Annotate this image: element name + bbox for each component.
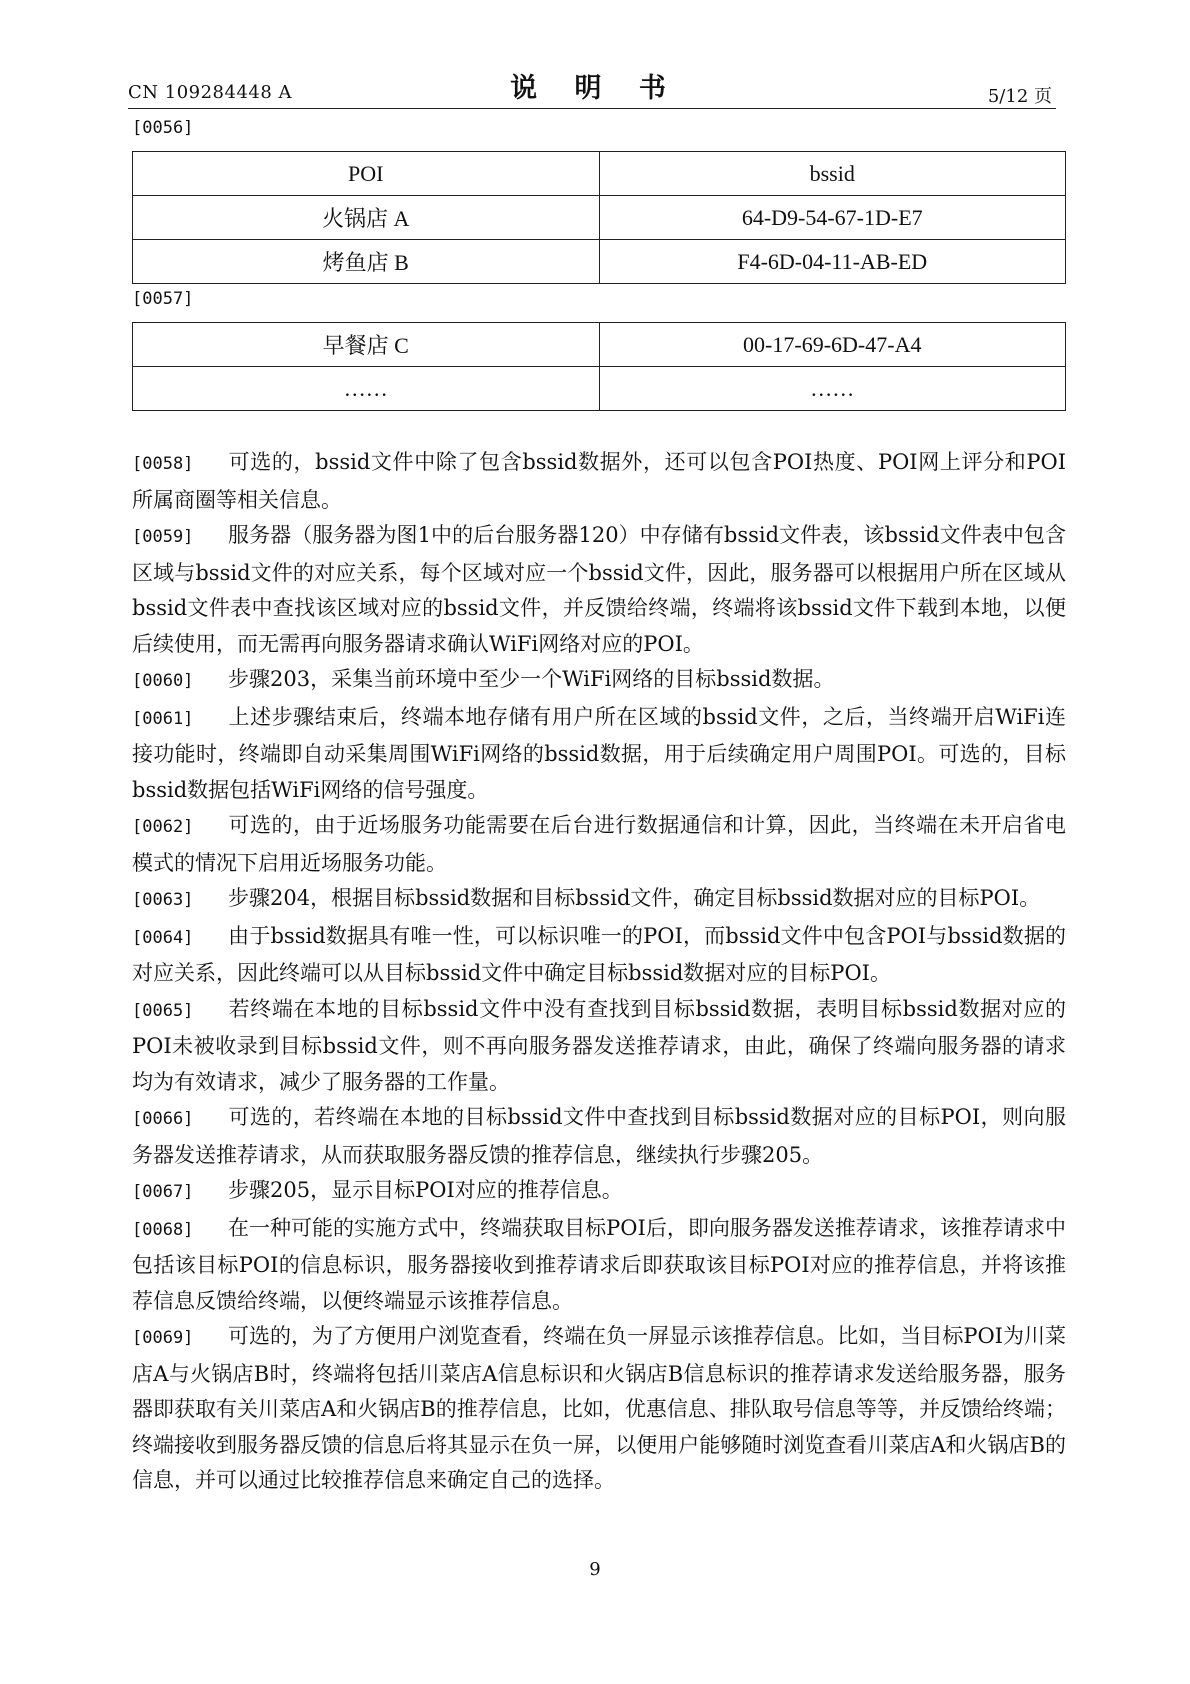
- paragraph: [132, 1211, 1066, 1320]
- table-row: [133, 367, 1066, 411]
- paragraph-text: 可选的，为了方便用户浏览查看，终端在负一屏显示该推荐信息。比如，当目标POI为川菜店A与火锅店B时，终端将包括川菜店A信息标识和火锅店B信息标识的推荐请求发送给服务器，服务器即获取有关川菜店A和火锅店B的推荐信息，比如，优惠信息、排队取号信息等等，并反馈给终端；终端接收到服务器反馈的信息后将其显示在负一屏，以便用户能够随时浏览查看川菜店A和火锅店B的信息，并可以通过比较推荐信息来确定自己的选择。: [132, 1324, 1066, 1492]
- paragraph: [132, 445, 1066, 518]
- page-title: 说 明 书: [510, 73, 680, 104]
- paragraph-text: 由于bssid数据具有唯一性，可以标识唯一的POI，而bssid文件中包含POI与bssid数据的对应关系，因此终端可以从目标bssid文件中确定目标bssid数据对应的目标POI。: [132, 923, 1066, 985]
- paragraph: [132, 1173, 1066, 1211]
- paragraph: [132, 1100, 1066, 1173]
- page-ref: 5/12 页: [987, 86, 1052, 107]
- table-cell: F4-6D-04-11-AB-ED: [599, 240, 1066, 284]
- table-cell: 烤鱼店 B: [133, 240, 600, 284]
- paragraph-text: 在一种可能的实施方式中，终端获取目标POI后，即向服务器发送推荐请求，该推荐请求中包括该目标POI的信息标识，服务器接收到推荐请求后即获取该目标POI对应的推荐信息，并将该推荐信息反馈给终端，以便终端显示该推荐信息。: [132, 1215, 1066, 1313]
- paragraph-tag: [0056]: [132, 118, 194, 138]
- paragraph-tag: [0066]: [132, 1109, 194, 1129]
- paragraph-text: 可选的，bssid文件中除了包含bssid数据外，还可以包含POI热度、POI网上评分和POI所属商圈等相关信息。: [132, 450, 1066, 512]
- paragraph: [132, 881, 1066, 919]
- paragraph-tag: [0060]: [132, 671, 194, 691]
- paragraph-tag: [0069]: [132, 1328, 194, 1348]
- paragraph: [132, 919, 1066, 992]
- table-row: [133, 152, 1066, 196]
- paragraph: [132, 808, 1066, 881]
- paragraph-tag: [0064]: [132, 927, 194, 948]
- table-cell: ……: [599, 367, 1066, 411]
- paragraph-tag: [0062]: [132, 817, 194, 837]
- page-number: 9: [589, 1559, 601, 1580]
- table-cell: bssid: [599, 152, 1066, 196]
- paragraph-text: 若终端在本地的目标bssid文件中没有查找到目标bssid数据，表明目标bssid数据对应的POI未被收录到目标bssid文件，则不再向服务器发送推荐请求，由此，确保了终端向服务器的请求均为有效请求，减少了服务器的工作量。: [132, 996, 1066, 1094]
- paragraph-text: 服务器（服务器为图1中的后台服务器120）中存储有bssid文件表，该bssid文件表中包含区域与bssid文件的对应关系，每个区域对应一个bssid文件，因此，服务器可以根据用户所在区域从bssid文件表中查找该区域对应的bssid文件，并反馈给终端，终端将该bssid文件下载到本地，以便后续使用，而无需再向服务器请求确认WiFi网络对应的POI。: [132, 523, 1066, 656]
- table-row: [133, 196, 1066, 240]
- table-cell: 64-D9-54-67-1D-E7: [599, 196, 1066, 240]
- table-cell: 火锅店 A: [133, 196, 600, 240]
- table-cell: 早餐店 C: [133, 323, 600, 367]
- table-cell: ……: [133, 367, 600, 411]
- paragraph-tag: [0059]: [132, 527, 194, 547]
- paragraph: [132, 992, 1066, 1101]
- paragraph-text: 步骤203，采集当前环境中至少一个WiFi网络的目标bssid数据。: [228, 667, 835, 691]
- table-row: [133, 323, 1066, 367]
- table-cell: POI: [133, 152, 600, 196]
- paragraph-text: 可选的，若终端在本地的目标bssid文件中查找到目标bssid数据对应的目标POI，则向服务器发送推荐请求，从而获取服务器反馈的推荐信息，继续执行步骤205。: [132, 1105, 1066, 1167]
- paragraph-text: 上述步骤结束后，终端本地存储有用户所在区域的bssid文件，之后，当终端开启WiFi连接功能时，终端即自动采集周围WiFi网络的bssid数据，用于后续确定用户周围POI。可选的，目标bssid数据包括WiFi网络的信号强度。: [132, 704, 1066, 802]
- paragraph-text: 步骤204，根据目标bssid数据和目标bssid文件，确定目标bssid数据对应的目标POI。: [228, 886, 1041, 910]
- header-divider: [128, 108, 1056, 109]
- description-body: [132, 445, 1066, 1499]
- paragraph-tag: [0063]: [132, 890, 194, 910]
- doc-number: CN 109284448 A: [128, 82, 293, 103]
- paragraph-text: 可选的，由于近场服务功能需要在后台进行数据通信和计算，因此，当终端在未开启省电模式的情况下启用近场服务功能。: [132, 813, 1066, 875]
- table-row: [133, 240, 1066, 284]
- paragraph: [132, 518, 1066, 662]
- paragraph-tag: [0065]: [132, 1000, 194, 1021]
- poi-bssid-table-continued: [132, 322, 1066, 411]
- poi-bssid-table: [132, 151, 1066, 284]
- paragraph-tag: [0061]: [132, 708, 194, 729]
- paragraph-tag: [0057]: [132, 289, 194, 309]
- paragraph: [132, 662, 1066, 700]
- paragraph-text: 步骤205，显示目标POI对应的推荐信息。: [228, 1178, 623, 1202]
- paragraph: [132, 700, 1066, 809]
- paragraph-tag: [0068]: [132, 1219, 194, 1240]
- paragraph: [132, 1319, 1066, 1499]
- paragraph-tag: [0058]: [132, 454, 194, 474]
- paragraph-tag: [0067]: [132, 1182, 194, 1202]
- table-cell: 00-17-69-6D-47-A4: [599, 323, 1066, 367]
